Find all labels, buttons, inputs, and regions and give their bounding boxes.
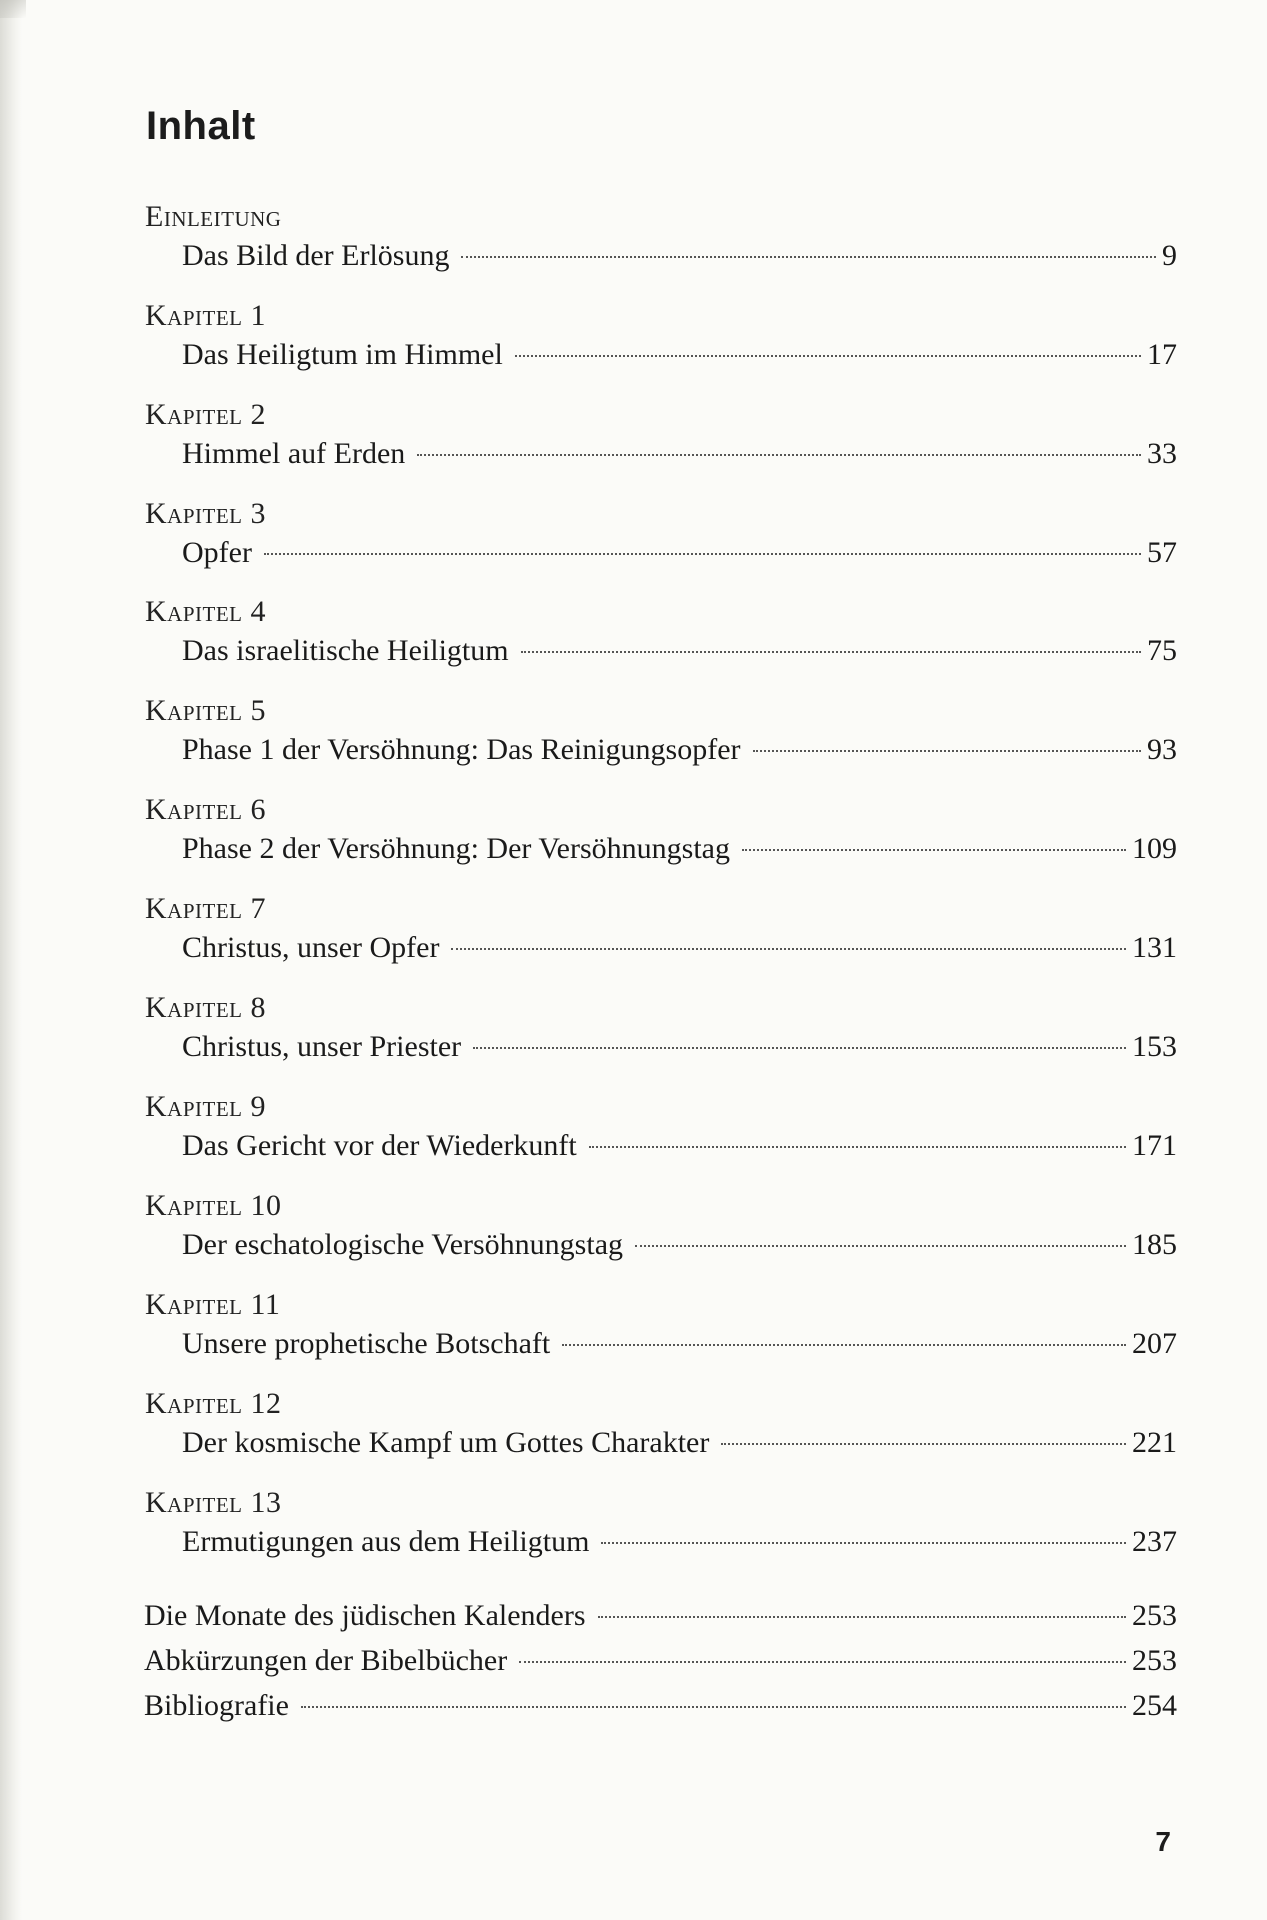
toc-entry[interactable] (182, 535, 1177, 571)
toc-entry[interactable] (182, 1326, 1177, 1362)
toc-entry[interactable] (182, 831, 1177, 867)
dot-leader (264, 553, 1141, 555)
dot-leader (417, 454, 1141, 456)
toc-entry-title: Phase 1 der Versöhnung: Das Reinigungsopfer (182, 733, 741, 766)
toc-entry[interactable] (182, 238, 1177, 274)
toc-entry[interactable] (182, 1524, 1177, 1560)
appendix-entry[interactable] (144, 1688, 1177, 1724)
toc-entry-title: Himmel auf Erden (182, 437, 406, 470)
dot-leader (635, 1245, 1126, 1247)
toc-entry[interactable] (182, 930, 1177, 966)
chapter-label: Kapitel 3 (145, 497, 266, 530)
dot-leader (515, 355, 1141, 357)
toc-entry-title: Abkürzungen der Bibelbücher (144, 1644, 508, 1677)
toc-entry-page: 237 (1132, 1525, 1177, 1558)
chapter-label: Kapitel 1 (145, 299, 266, 332)
page-number: 7 (1155, 1826, 1171, 1857)
chapter-label: Kapitel 12 (145, 1387, 282, 1420)
toc-entry-title: Bibliografie (144, 1689, 289, 1722)
toc-entry-page: 171 (1132, 1129, 1177, 1162)
toc-entry-title: Der kosmische Kampf um Gottes Charakter (182, 1426, 710, 1459)
chapter-label: Kapitel 8 (145, 991, 266, 1024)
toc-entry-page: 93 (1147, 733, 1177, 766)
toc-entry-page: 33 (1147, 437, 1177, 470)
page-title: Inhalt (146, 104, 256, 148)
toc-entry-title: Opfer (182, 536, 252, 569)
toc-entry-title: Christus, unser Priester (182, 1030, 462, 1063)
chapter-label: Kapitel 10 (145, 1189, 282, 1222)
toc-entry-page: 109 (1132, 832, 1177, 865)
toc-entry-page: 17 (1147, 338, 1177, 371)
toc-entry-title: Das Gericht vor der Wiederkunft (182, 1129, 577, 1162)
dot-leader (562, 1344, 1126, 1346)
toc-entry-page: 221 (1132, 1426, 1177, 1459)
toc-entry-page: 57 (1147, 536, 1177, 569)
toc-entry[interactable] (182, 633, 1177, 669)
toc-entry-page: 185 (1132, 1228, 1177, 1261)
dot-leader (519, 1661, 1126, 1663)
chapter-label: Einleitung (145, 200, 282, 233)
toc-entry[interactable] (182, 732, 1177, 768)
chapter-label: Kapitel 9 (145, 1090, 266, 1123)
appendix-entry[interactable] (144, 1643, 1177, 1679)
toc-entry[interactable] (182, 1227, 1177, 1263)
chapter-label: Kapitel 4 (145, 595, 266, 628)
toc-entry-title: Der eschatologische Versöhnungstag (182, 1228, 624, 1261)
chapter-label: Kapitel 7 (145, 892, 266, 925)
toc-entry-page: 207 (1132, 1327, 1177, 1360)
toc-entry[interactable] (182, 1128, 1177, 1164)
dot-leader (451, 948, 1126, 950)
dot-leader (598, 1616, 1126, 1618)
chapter-label: Kapitel 2 (145, 398, 266, 431)
toc-entry[interactable] (182, 337, 1177, 373)
toc-entry-title: Das Bild der Erlösung (182, 239, 450, 272)
dot-leader (589, 1146, 1126, 1148)
toc-entry-title: Phase 2 der Versöhnung: Der Versöhnungstag (182, 832, 730, 865)
chapter-label: Kapitel 11 (145, 1288, 281, 1321)
dot-leader (473, 1047, 1126, 1049)
dot-leader (601, 1542, 1126, 1544)
appendix-entry[interactable] (144, 1598, 1177, 1634)
chapter-label: Kapitel 6 (145, 793, 266, 826)
toc-entry[interactable] (182, 436, 1177, 472)
chapter-label: Kapitel 13 (145, 1486, 282, 1519)
dot-leader (742, 849, 1126, 851)
toc-entry-page: 253 (1132, 1644, 1177, 1677)
dot-leader (521, 651, 1141, 653)
toc-entry[interactable] (182, 1425, 1177, 1461)
toc-entry-page: 9 (1162, 239, 1177, 272)
dot-leader (753, 750, 1141, 752)
toc-entry-title: Die Monate des jüdischen Kalenders (144, 1599, 586, 1632)
dot-leader (721, 1443, 1126, 1445)
chapter-label: Kapitel 5 (145, 694, 266, 727)
toc-entry-page: 75 (1147, 634, 1177, 667)
toc-entry-title: Christus, unser Opfer (182, 931, 440, 964)
toc-entry-title: Ermutigungen aus dem Heiligtum (182, 1525, 590, 1558)
toc-entry-title: Unsere prophetische Botschaft (182, 1327, 551, 1360)
toc-entry-page: 131 (1132, 931, 1177, 964)
toc-entry-title: Das Heiligtum im Himmel (182, 338, 503, 371)
toc-entry-page: 254 (1132, 1689, 1177, 1722)
toc-entry-title: Das israelitische Heiligtum (182, 634, 509, 667)
dot-leader (461, 256, 1156, 258)
dot-leader (301, 1706, 1126, 1708)
toc-entry-page: 253 (1132, 1599, 1177, 1632)
toc-entry-page: 153 (1132, 1030, 1177, 1063)
toc-entry[interactable] (182, 1029, 1177, 1065)
